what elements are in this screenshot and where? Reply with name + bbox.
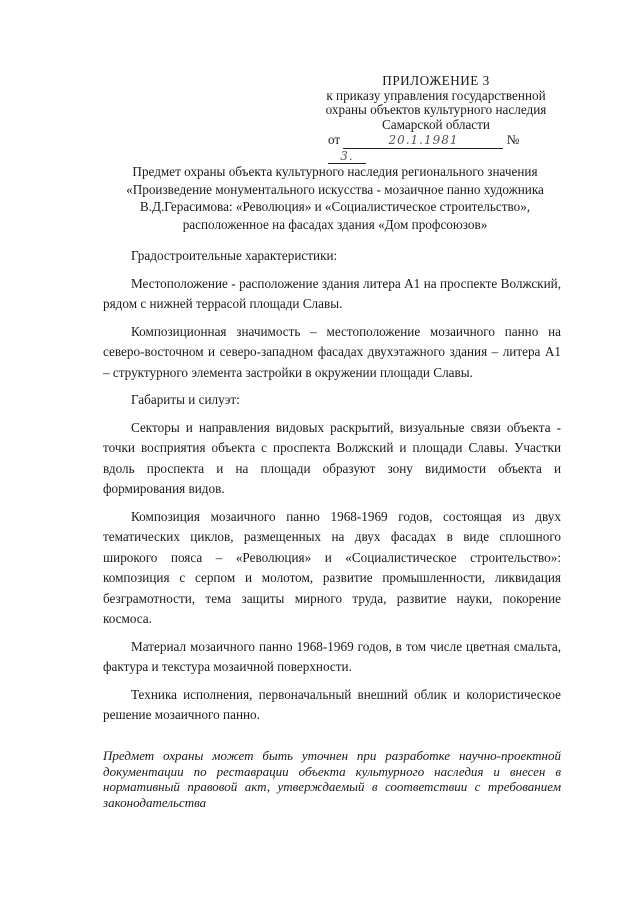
- subject-line-4: расположенное на фасадах здания «Дом профсоюзов»: [182, 216, 488, 232]
- order-reference-line-2: охраны объектов культурного наследия: [325, 102, 547, 117]
- paragraph-mosaic-composition: Композиция мозаичного панно 1968-1969 годов, состоящая из двух тематических циклов, размещенных на двух фасадах в виде сплошного широкого пояса – «Революция» и «Социалистическое строительство»: композиция с серпом и молотом, развитие промышленности, ликвидация безграмотности, тема защиты мирного труда, развитие науки, покорение космоса.: [103, 508, 561, 626]
- appendix-title: ПРИЛОЖЕНИЕ 3: [382, 73, 490, 88]
- paragraph-location: Местоположение - расположение здания литера А1 на проспекте Волжский, рядом с нижней террасой площади Славы.: [103, 275, 561, 311]
- subject-line-3: В.Д.Герасимова: «Революция» и «Социалистическое строительство»,: [139, 199, 531, 214]
- appendix-header: [316, 74, 556, 164]
- order-reference-line-3: Самарской области: [382, 116, 490, 132]
- paragraph-material: Материал мозаичного панно 1968-1969 годов, в том числе цветная смальта, фактура и текстура мозаичной поверхности.: [103, 638, 561, 674]
- paragraph-technique: Техника исполнения, первоначальный внешний облик и колористическое решение мозаичного панно.: [103, 686, 561, 722]
- paragraph-view-sectors: Секторы и направления видовых раскрытий, визуальные связи объекта - точки восприятия объекта с проспекта Волжский и площади Славы. Участки вдоль проспекта и на площади образуют зону видимости объекта и формирования видов.: [103, 419, 561, 496]
- protection-subject-title: [100, 163, 570, 233]
- section-heading-dimensions: Габариты и силуэт:: [131, 392, 240, 407]
- date-number-line: [316, 133, 556, 164]
- number-field: [328, 149, 366, 165]
- document-body: [103, 246, 561, 733]
- paragraph-composition-significance: Композиционная значимость – местоположение мозаичного панно на северо-восточном и северо-западном фасадах двухэтажного здания – литера А1 – структурного элемента застройки в окружении площади Славы.: [103, 323, 561, 380]
- number-prefix: №: [506, 132, 520, 147]
- subject-line-1: Предмет охраны объекта культурного наследия регионального значения: [132, 164, 538, 179]
- subject-line-2: «Произведение монументального искусства - мозаичное панно художника: [126, 181, 544, 197]
- handwritten-date: 20.1.1981: [388, 133, 459, 147]
- section-heading-urban: Градостроительные характеристики:: [131, 248, 338, 263]
- date-field: [343, 133, 503, 149]
- footnote-italic: Предмет охраны может быть уточнен при разработке научно-проектной документации по реставрации объекта культурного наследия и внесен в нормативный правовой акт, утверждаемый в соответствии с требованием законодательства: [103, 748, 561, 810]
- handwritten-number: 3.: [340, 148, 354, 163]
- order-reference-line-1: к приказу управления государственной: [326, 87, 546, 103]
- date-prefix: от: [328, 132, 341, 147]
